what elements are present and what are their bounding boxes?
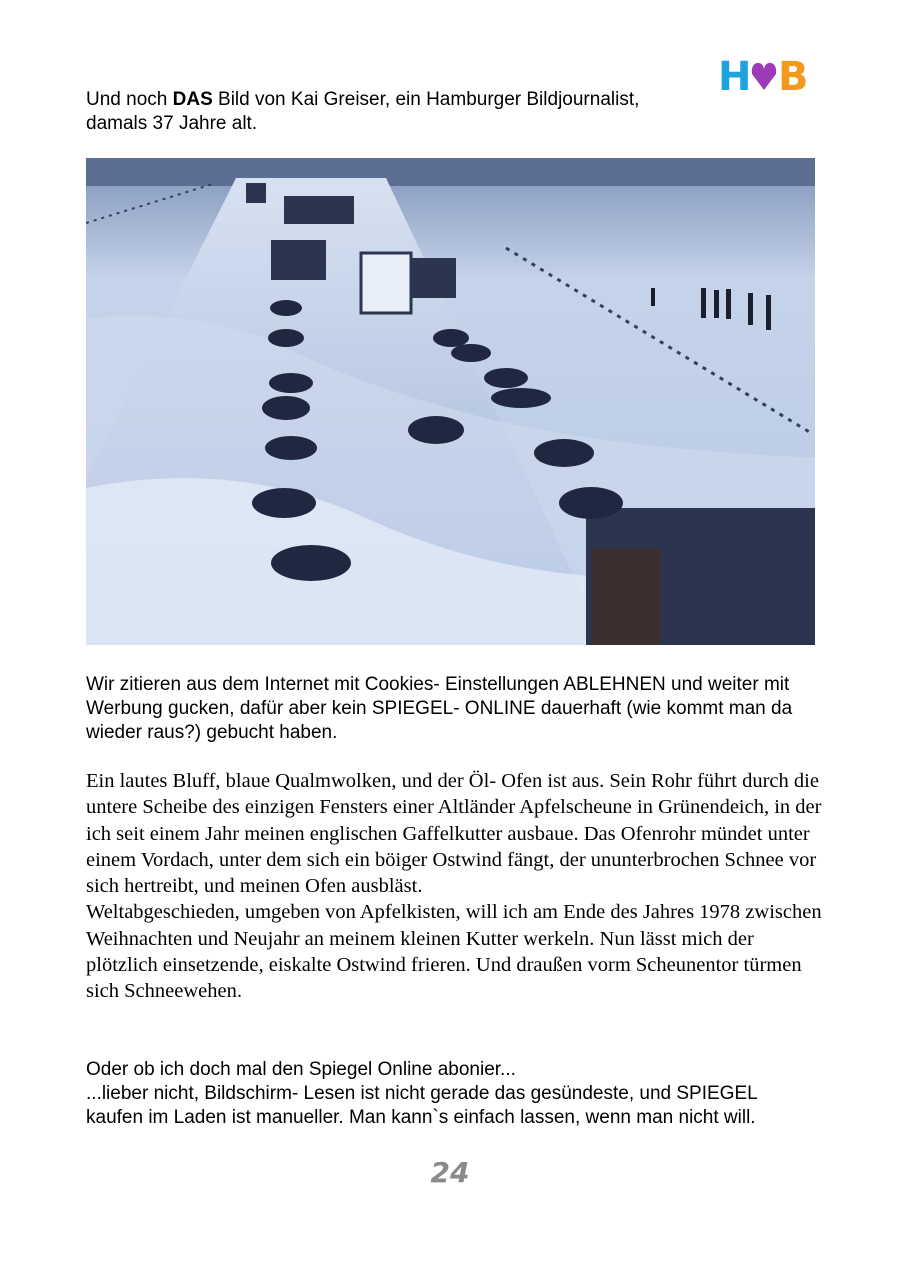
closing-paragraph — [86, 1058, 806, 1130]
quote-part-1: Ein lautes Bluff, blaue Qualmwolken, und der Öl- Ofen ist aus. Sein Rohr führt durch die untere Scheibe des einzigen Fensters einer Altländer Apfelscheune in Grünendeich, in der ich seit einem Jahr meinen englischen Gaffelkutter ausbaue. Das Ofenrohr mündet unter einem Vordach, unter dem sich ein böiger Ostwind fängt, der ununterbrochen Schnee vor sich hertreibt, und meinen Ofen ausbläst. — [86, 770, 822, 898]
svg-text:B: B — [778, 54, 809, 100]
closing-line-1: Oder ob ich doch mal den Spiegel Online abonier... — [86, 1059, 516, 1080]
quote-paragraph — [86, 768, 826, 1005]
closing-line-2: ...lieber nicht, Bildschirm- Lesen ist nicht gerade das gesündeste, und SPIEGEL kaufen im Laden ist manueller. Man kann`s einfach lassen, wenn man nicht will. — [86, 1083, 757, 1128]
page-number: 24 — [430, 1156, 470, 1189]
hvb-logo-icon — [716, 44, 816, 104]
intro-text-part: Bild von Kai Greiser, ein Hamburger Bildjournalist, — [212, 89, 640, 110]
snowed-in-highway-photo — [86, 158, 815, 645]
intro-text — [86, 88, 726, 136]
svg-text:H: H — [718, 54, 752, 100]
intro-paragraph: Wir zitieren aus dem Internet mit Cookies- Einstellungen ABLEHNEN und weiter mit Werbung gucken, dafür aber kein SPIEGEL- ONLINE dauerhaft (wie kommt man da wieder raus?) gebucht haben. — [86, 674, 793, 743]
intro-text-line2: damals 37 Jahre alt. — [86, 113, 258, 134]
intro-text-part: Und noch — [86, 89, 173, 110]
quote-part-2: Weltabgeschieden, umgeben von Apfelkisten, will ich am Ende des Jahres 1978 zwischen Weihnachten und Neujahr an meinem kleinen Kutter werkeln. Nun lässt mich der plötzlich einsetzende, eiskalte Ostwind frieren. Und draußen vorm Scheunentor türmen sich Schneewehen. — [86, 901, 822, 1003]
intro-bold-word: DAS — [172, 89, 213, 110]
